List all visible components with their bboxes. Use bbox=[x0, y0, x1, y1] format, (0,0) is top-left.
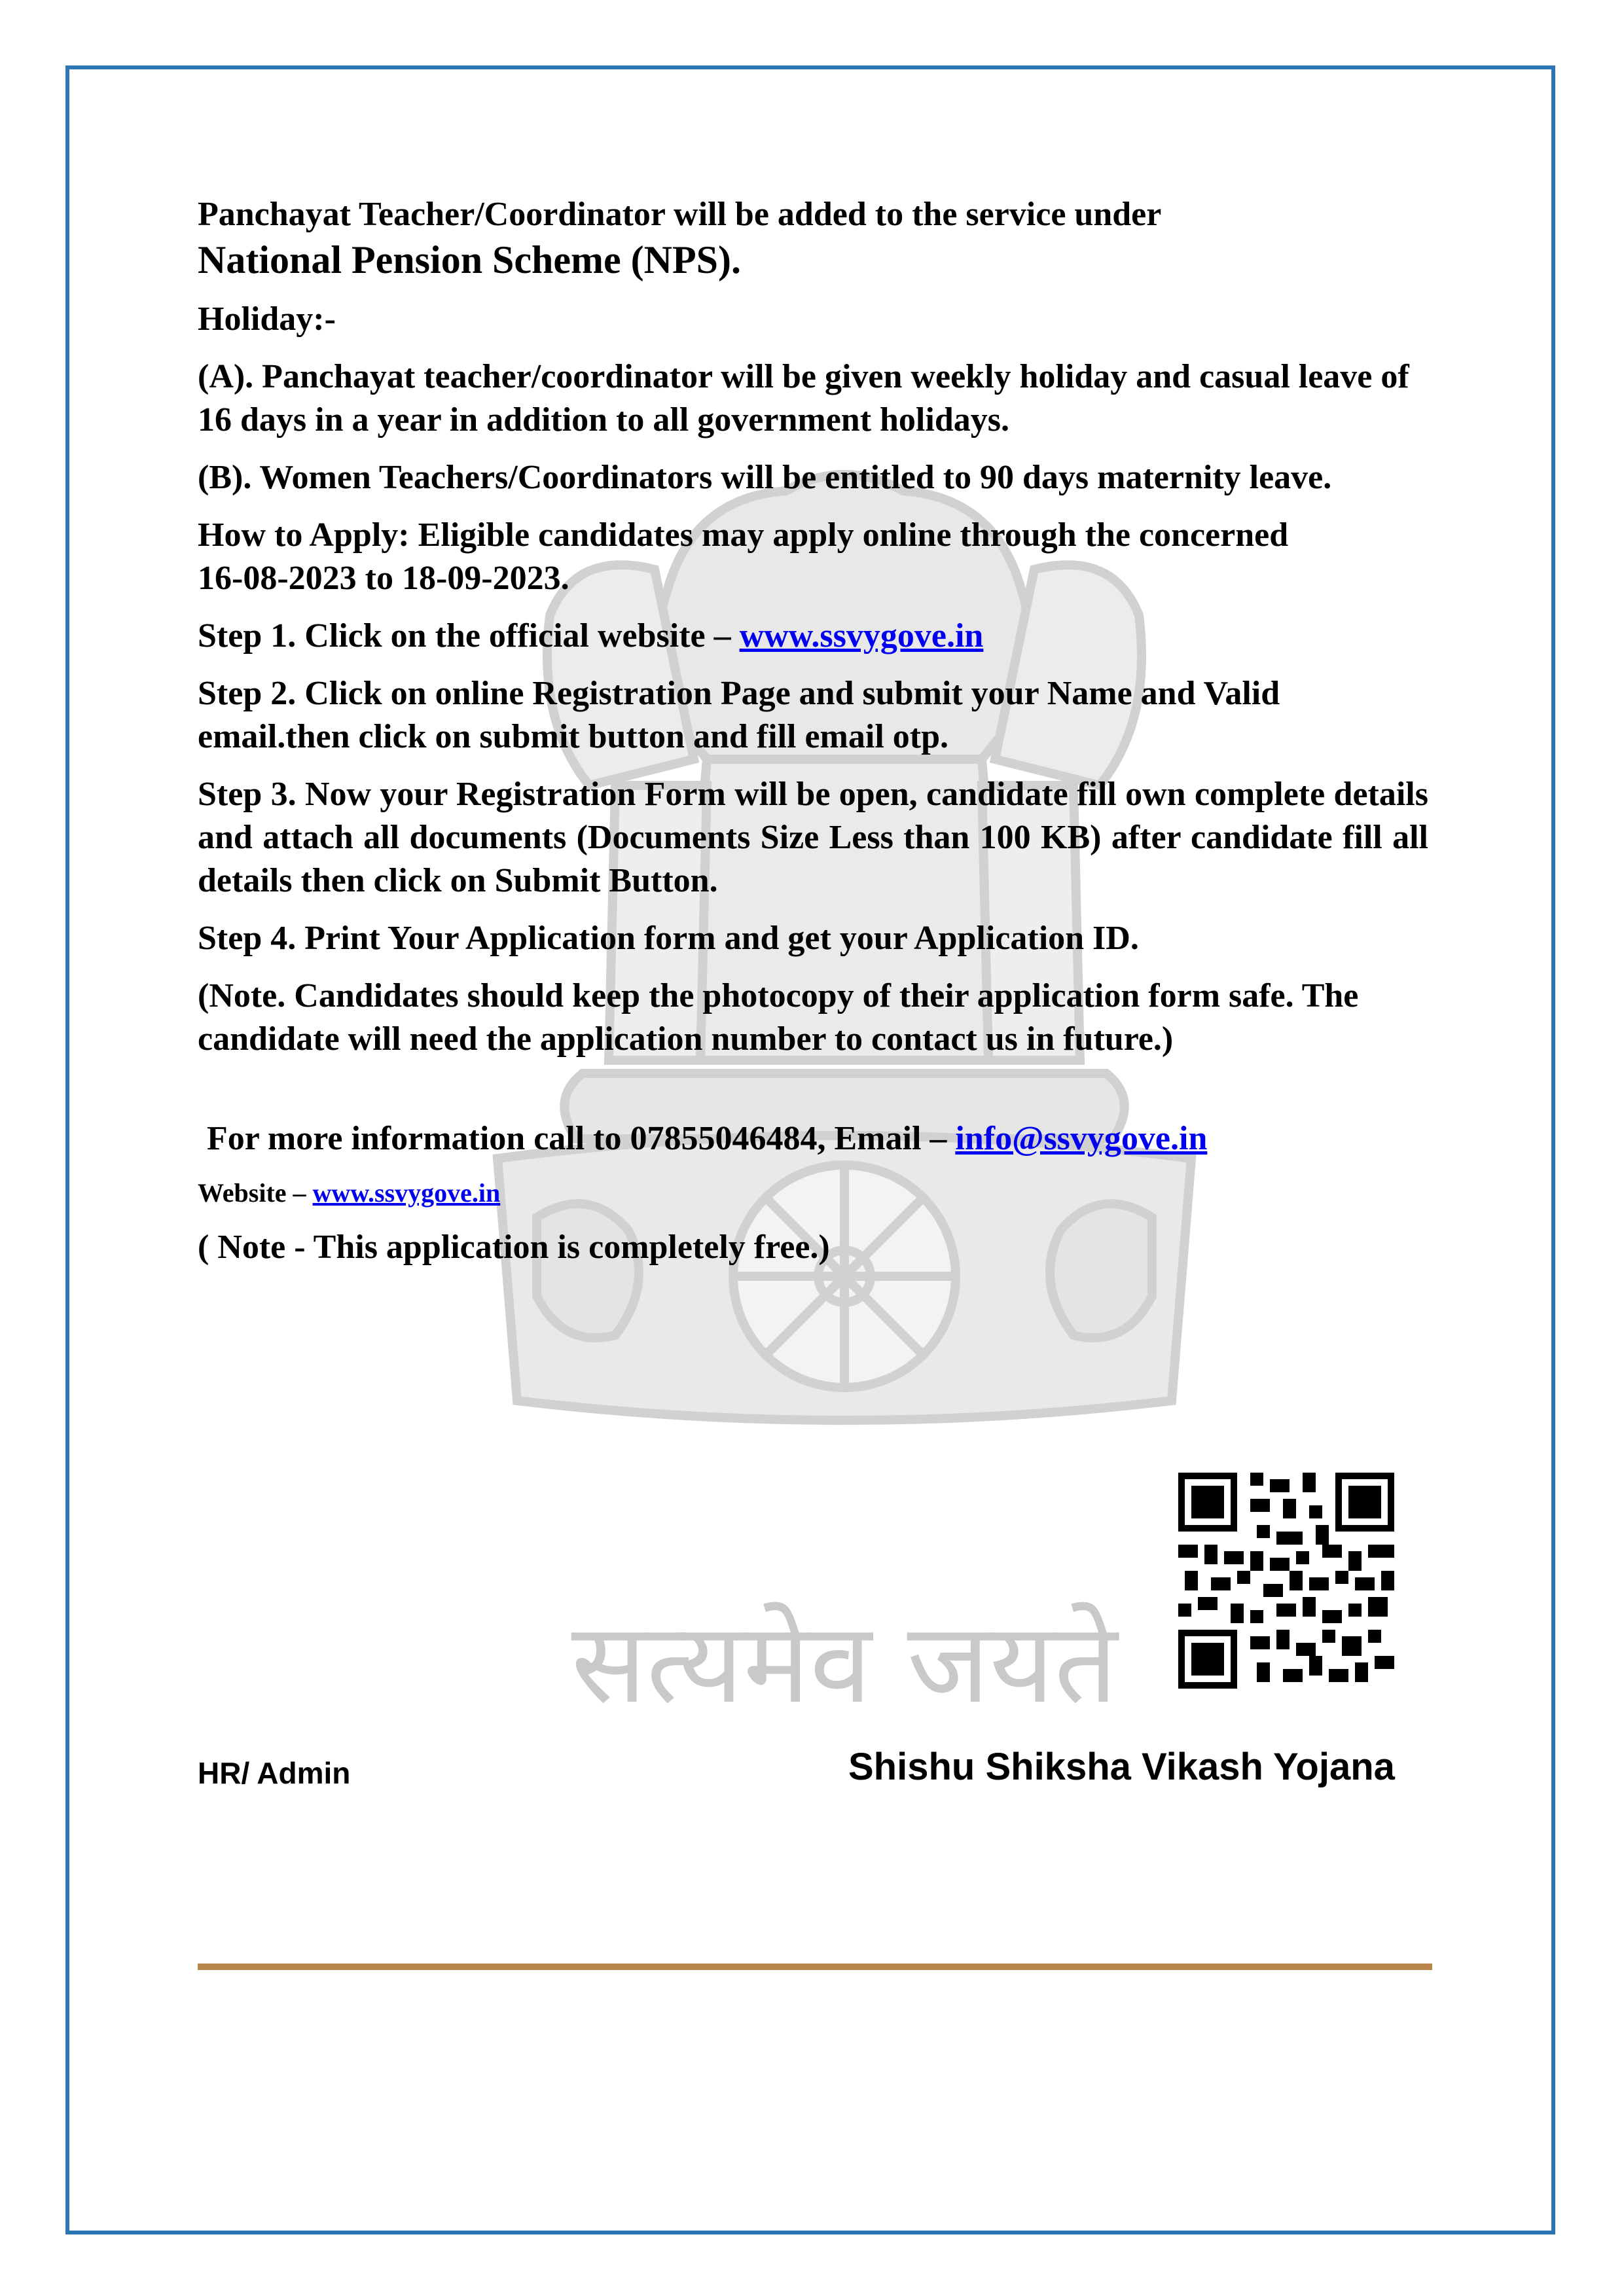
application-note: (Note. Candidates should keep the photocopy of their application form safe. The candidate will need the application number to contact us in future.) bbox=[198, 977, 1359, 1058]
free-note: ( Note - This application is completely free.) bbox=[198, 1229, 830, 1266]
nps-paragraph bbox=[198, 193, 1428, 283]
step-3: Step 3. Now your Registration Form will be open, candidate fill own complete details and attach all documents (Documents Size Less than 100 KB) after candidate fill all details then click on Submit Button. bbox=[198, 776, 1428, 899]
contact-text: For more information call to 07855046484, Email – bbox=[207, 1120, 956, 1157]
website-link[interactable]: www.ssvygove.in bbox=[312, 1178, 501, 1208]
nps-line-1: Panchayat Teacher/Coordinator will be added to the service under bbox=[198, 196, 1162, 233]
signature-organization: Shishu Shiksha Vikash Yojana bbox=[848, 1746, 1395, 1788]
motto-text: सत्यमेव जयते bbox=[571, 1599, 1118, 1729]
holiday-item-b: (B). Women Teachers/Coordinators will be entitled to 90 days maternity leave. bbox=[198, 459, 1332, 496]
email-link[interactable]: info@ssvygove.in bbox=[955, 1120, 1208, 1157]
step-1-text: Step 1. Click on the official website – bbox=[198, 617, 740, 655]
how-to-apply-line-1: How to Apply: Eligible candidates may apply online through the concerned bbox=[198, 516, 1289, 554]
step-1 bbox=[198, 615, 1428, 658]
how-to-apply bbox=[198, 514, 1428, 600]
holiday-heading: Holiday:- bbox=[198, 300, 336, 338]
footer-divider bbox=[198, 1964, 1432, 1970]
step-2: Step 2. Click on online Registration Page and submit your Name and Valid email.then click on submit button and fill email otp. bbox=[198, 675, 1280, 755]
official-website-link[interactable]: www.ssvygove.in bbox=[739, 617, 984, 655]
application-dates: 16-08-2023 to 18-09-2023. bbox=[198, 560, 569, 597]
document-body bbox=[198, 193, 1428, 1283]
step-4: Step 4. Print Your Application form and get your Application ID. bbox=[198, 920, 1139, 957]
holiday-item-a: (A). Panchayat teacher/coordinator will be given weekly holiday and casual leave of 16 days in a year in addition to all government holidays. bbox=[198, 358, 1409, 439]
qr-code-icon bbox=[1178, 1473, 1394, 1689]
website-label: Website – bbox=[198, 1178, 313, 1208]
signature-hr-admin: HR/ Admin bbox=[198, 1756, 351, 1790]
website-line bbox=[198, 1175, 1428, 1211]
nps-line-2: National Pension Scheme (NPS). bbox=[198, 238, 741, 281]
contact-info bbox=[198, 1117, 1428, 1160]
